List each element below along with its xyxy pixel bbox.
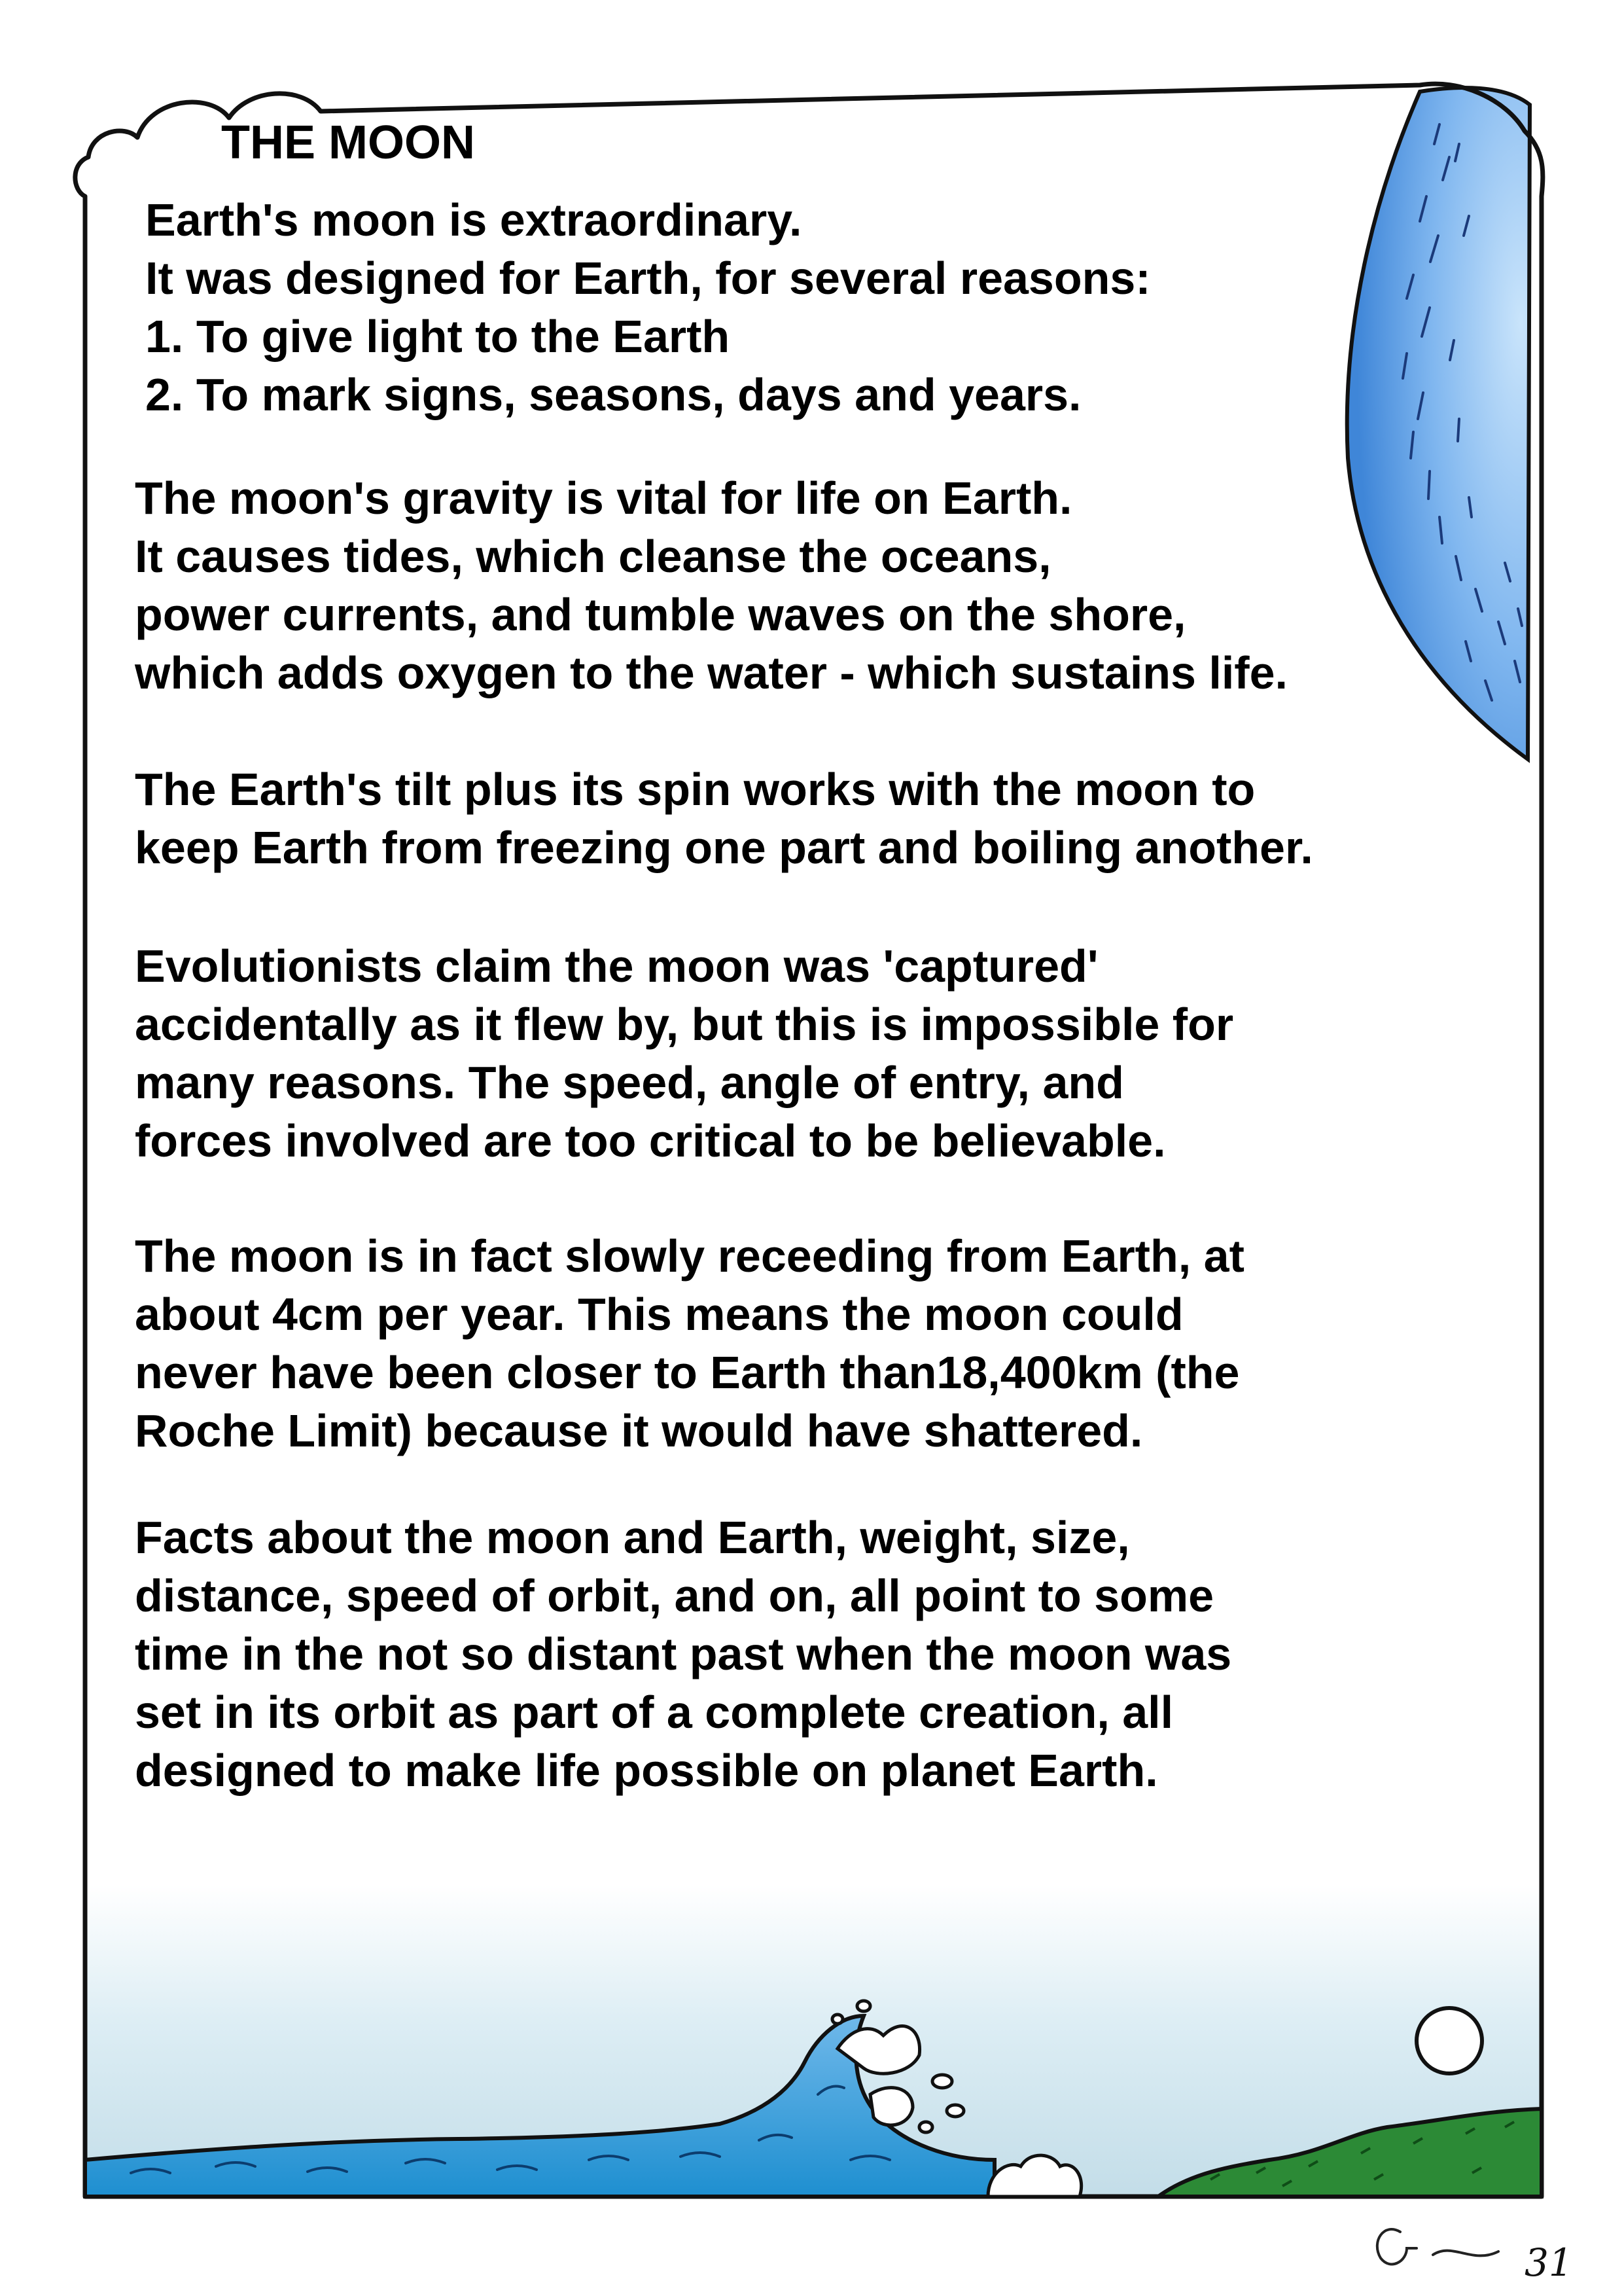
- capture-line: Evolutionists claim the moon was 'captured': [135, 941, 1099, 992]
- intro-list-item: 1. To give light to the Earth: [145, 311, 730, 362]
- capture-paragraph: [135, 937, 1233, 1170]
- recede-line: Roche Limit) because it would have shattered.: [135, 1405, 1143, 1456]
- earth-illustration: [1347, 88, 1530, 759]
- intro-list-item: 2. To mark signs, seasons, days and years.: [145, 369, 1082, 420]
- gravity-line: The moon's gravity is vital for life on Earth.: [135, 473, 1072, 524]
- gravity-paragraph: [135, 469, 1288, 702]
- artist-signature-mark: [1377, 2229, 1498, 2264]
- recede-line: The moon is in fact slowly receeding from Earth, at: [135, 1230, 1244, 1282]
- intro-paragraph: [145, 191, 1151, 424]
- tilt-paragraph: [135, 761, 1313, 877]
- gravity-line: It causes tides, which cleanse the oceans,: [135, 531, 1051, 582]
- capture-line: accidentally as it flew by, but this is impossible for: [135, 999, 1234, 1050]
- facts-line: distance, speed of orbit, and on, all point to some: [135, 1570, 1214, 1621]
- gravity-line: which adds oxygen to the water - which sustains life.: [135, 647, 1288, 698]
- capture-line: many reasons. The speed, angle of entry, and: [135, 1057, 1124, 1108]
- facts-line: designed to make life possible on planet Earth.: [135, 1745, 1158, 1796]
- facts-line: set in its orbit as part of a complete creation, all: [135, 1687, 1174, 1738]
- page-title: THE MOON: [221, 117, 475, 169]
- capture-line: forces involved are too critical to be believable.: [135, 1115, 1166, 1166]
- facts-paragraph: [135, 1509, 1231, 1800]
- facts-line: Facts about the moon and Earth, weight, size,: [135, 1512, 1130, 1563]
- gravity-line: power currents, and tumble waves on the shore,: [135, 589, 1186, 640]
- recede-line: never have been closer to Earth than18,400km (the: [135, 1347, 1240, 1398]
- facts-line: time in the not so distant past when the moon was: [135, 1628, 1232, 1679]
- tilt-line: The Earth's tilt plus its spin works with the moon to: [135, 764, 1256, 815]
- recede-paragraph: [135, 1227, 1244, 1460]
- intro-line: It was designed for Earth, for several reasons:: [145, 253, 1151, 304]
- tilt-line: keep Earth from freezing one part and boiling another.: [135, 822, 1313, 873]
- intro-line: Earth's moon is extraordinary.: [145, 194, 802, 245]
- moon-icon: [1417, 2008, 1482, 2073]
- page-number: 31: [1525, 2240, 1573, 2285]
- recede-line: about 4cm per year. This means the moon could: [135, 1289, 1184, 1340]
